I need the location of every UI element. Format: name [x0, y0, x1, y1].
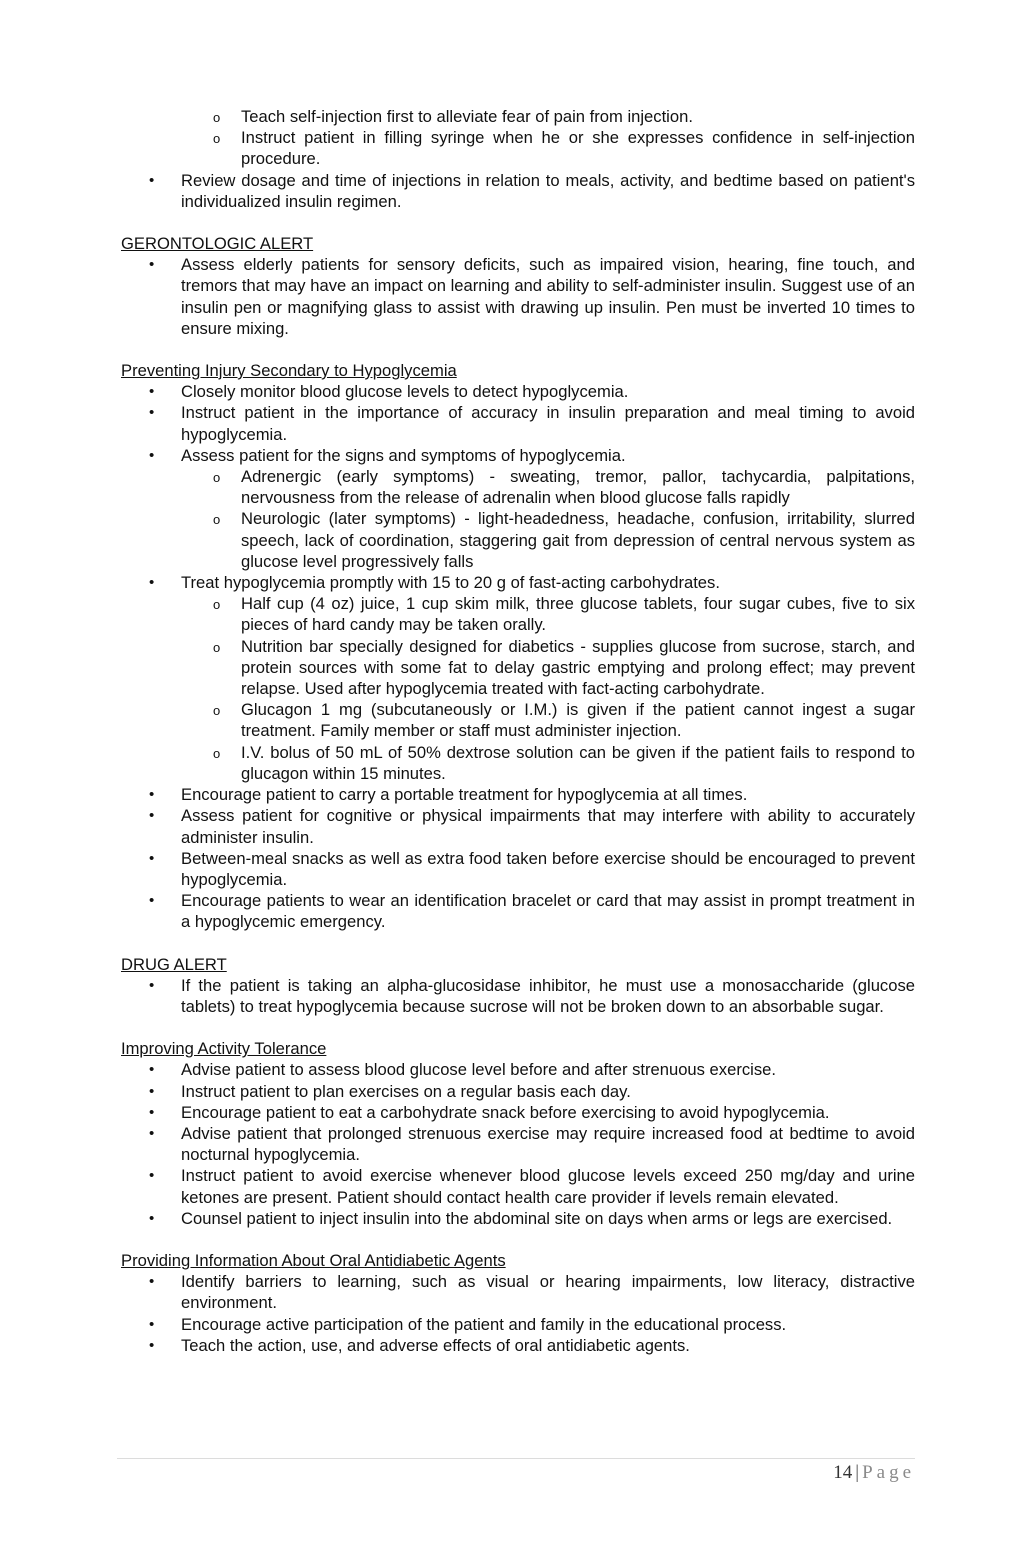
sub-list-item	[121, 106, 915, 127]
bullet-icon: •	[149, 1082, 155, 1100]
section	[121, 1250, 915, 1356]
bullet-list	[121, 1059, 915, 1229]
bullet-icon: •	[149, 976, 155, 994]
section-heading: Preventing Injury Secondary to Hypoglycemia	[121, 361, 457, 381]
sub-list-item	[121, 742, 915, 784]
list-item-text: Treat hypoglycemia promptly with 15 to 20 g of fast-acting carbohydrates.	[181, 573, 720, 593]
list-item	[121, 1208, 915, 1229]
footer-divider	[117, 1458, 915, 1459]
list-item-text: Adrenergic (early symptoms) - sweating, tremor, pallor, tachycardia, palpitations, nervousness from the release of adrenalin when blood glucose falls rapidly	[241, 467, 915, 508]
list-item	[121, 784, 915, 805]
list-item-text: If the patient is taking an alpha-glucosidase inhibitor, he must use a monosaccharide (glucose tablets) to treat hypoglycemia because sucrose will not be broken down to an absorbable sugar.	[181, 975, 915, 1016]
bullet-icon: •	[149, 786, 155, 804]
circle-bullet-icon: o	[213, 131, 221, 147]
list-item-text: Encourage patients to wear an identification bracelet or card that may assist in prompt treatment in a hypoglycemic emergency.	[181, 891, 915, 932]
list-item	[121, 1123, 915, 1165]
section-heading: Improving Activity Tolerance	[121, 1039, 327, 1059]
list-item	[121, 1102, 915, 1123]
bullet-icon: •	[149, 849, 155, 867]
bullet-icon: •	[149, 1273, 155, 1291]
list-item-text: Instruct patient in filling syringe when he or she expresses confidence in self-injection procedure.	[241, 128, 915, 169]
bullet-icon: •	[149, 446, 155, 464]
list-item-text: Encourage patient to eat a carbohydrate snack before exercising to avoid hypoglycemia.	[181, 1102, 830, 1122]
page-footer	[833, 1462, 915, 1484]
list-item-text: Assess patient for cognitive or physical impairments that may interfere with ability to accurately administer insulin.	[181, 806, 915, 847]
list-item-text: Instruct patient to plan exercises on a regular basis each day.	[181, 1081, 631, 1101]
bullet-icon: •	[149, 1124, 155, 1142]
list-item	[121, 445, 915, 466]
list-item-text: Advise patient to assess blood glucose level before and after strenuous exercise.	[181, 1060, 776, 1080]
list-item-text: Identify barriers to learning, such as visual or hearing impairments, low literacy, distractive environment.	[181, 1272, 915, 1313]
sub-list-item	[121, 593, 915, 635]
list-item-text: Assess patient for the signs and symptoms of hypoglycemia.	[181, 445, 626, 465]
circle-bullet-icon: o	[213, 639, 221, 655]
bullet-icon: •	[149, 383, 155, 401]
circle-bullet-icon: o	[213, 745, 221, 761]
bullet-list	[121, 975, 915, 1017]
bullet-icon: •	[149, 892, 155, 910]
sub-list-item	[121, 636, 915, 700]
sub-list-item	[121, 127, 915, 169]
circle-bullet-icon: o	[213, 512, 221, 528]
sub-list-item	[121, 699, 915, 741]
bullet-icon: •	[149, 1167, 155, 1185]
bullet-list	[121, 254, 915, 339]
bullet-list	[121, 106, 915, 212]
list-item-text: Half cup (4 oz) juice, 1 cup skim milk, three glucose tablets, four sugar cubes, five to six pieces of hard candy may be taken orally.	[241, 594, 915, 635]
list-item	[121, 402, 915, 444]
bullet-icon: •	[149, 171, 155, 189]
list-item	[121, 1335, 915, 1356]
bullet-icon: •	[149, 404, 155, 422]
circle-bullet-icon: o	[213, 703, 221, 719]
section-heading: Providing Information About Oral Antidiabetic Agents	[121, 1250, 506, 1270]
list-item-text: Closely monitor blood glucose levels to detect hypoglycemia.	[181, 382, 629, 402]
list-item	[121, 1271, 915, 1313]
circle-bullet-icon: o	[213, 470, 221, 486]
list-item	[121, 848, 915, 890]
list-item-text: Encourage patient to carry a portable treatment for hypoglycemia at all times.	[181, 785, 748, 805]
list-item-text: I.V. bolus of 50 mL of 50% dextrose solution can be given if the patient fails to respond to glucagon within 15 minutes.	[241, 742, 915, 783]
bullet-icon: •	[149, 807, 155, 825]
list-item	[121, 805, 915, 847]
bullet-icon: •	[149, 1315, 155, 1333]
circle-bullet-icon: o	[213, 110, 221, 125]
list-item	[121, 1081, 915, 1102]
section	[121, 106, 915, 212]
bullet-list	[121, 381, 915, 932]
list-item	[121, 254, 915, 339]
page-number: 14	[833, 1462, 853, 1483]
sub-list-item	[121, 508, 915, 572]
sub-list-item	[121, 466, 915, 508]
list-item	[121, 1165, 915, 1207]
list-item-text: Counsel patient to inject insulin into the abdominal site on days when arms or legs are exercised.	[181, 1208, 893, 1228]
list-item	[121, 975, 915, 1017]
list-item-text: Nutrition bar specially designed for diabetics - supplies glucose from sucrose, starch, and protein sources with some fat to delay gastric emptying and prolong effect; may prevent relapse. Used after hypoglycemia treated with fact-acting carbohydrate.	[241, 636, 915, 699]
list-item	[121, 890, 915, 932]
list-item-text: Assess elderly patients for sensory deficits, such as impaired vision, hearing, fine touch, and tremors that may have an impact on learning and ability to self-administer insulin. Suggest use of an insulin pen or magnifying glass to assist with drawing up insulin. Pen must be inverted 10 times to ensure mixing.	[181, 255, 915, 338]
bullet-icon: •	[149, 256, 155, 274]
section	[121, 1038, 915, 1229]
list-item-text: Instruct patient in the importance of accuracy in insulin preparation and meal timing to avoid hypoglycemia.	[181, 403, 915, 444]
bullet-icon: •	[149, 1103, 155, 1121]
list-item	[121, 170, 915, 212]
list-item-text: Neurologic (later symptoms) - light-headedness, headache, confusion, irritability, slurred speech, lack of coordination, staggering gait from depression of central nervous system as glucose level progressively falls	[241, 509, 915, 571]
list-item-text: Review dosage and time of injections in relation to meals, activity, and bedtime based on patient's individualized insulin regimen.	[181, 170, 915, 211]
section-heading: DRUG ALERT	[121, 954, 227, 974]
list-item	[121, 1059, 915, 1080]
section	[121, 954, 915, 1018]
list-item-text: Teach self-injection first to alleviate fear of pain from injection.	[241, 107, 693, 126]
section	[121, 360, 915, 932]
list-item-text: Encourage active participation of the patient and family in the educational process.	[181, 1314, 787, 1334]
list-item	[121, 572, 915, 593]
page-word: Page	[862, 1462, 915, 1483]
bullet-icon: •	[149, 1061, 155, 1079]
document-body	[121, 106, 915, 1356]
bullet-icon: •	[149, 1209, 155, 1227]
list-item	[121, 1314, 915, 1335]
list-item-text: Advise patient that prolonged strenuous exercise may require increased food at bedtime to avoid nocturnal hypoglycemia.	[181, 1123, 915, 1165]
bullet-list	[121, 1271, 915, 1356]
list-item-text: Teach the action, use, and adverse effects of oral antidiabetic agents.	[181, 1335, 690, 1355]
section	[121, 233, 915, 339]
section-heading: GERONTOLOGIC ALERT	[121, 234, 314, 254]
list-item	[121, 381, 915, 402]
circle-bullet-icon: o	[213, 597, 221, 613]
list-item-text: Instruct patient to avoid exercise whenever blood glucose levels exceed 250 mg/day and urine ketones are present. Patient should contact health care provider if levels remain elevated.	[181, 1166, 915, 1207]
bullet-icon: •	[149, 1336, 155, 1354]
list-item-text: Between-meal snacks as well as extra food taken before exercise should be encouraged to prevent hypoglycemia.	[181, 848, 915, 889]
bullet-icon: •	[149, 574, 155, 592]
footer-separator: |	[855, 1462, 860, 1483]
list-item-text: Glucagon 1 mg (subcutaneously or I.M.) is given if the patient cannot ingest a sugar treatment. Family member or staff must administer injection.	[241, 700, 915, 741]
